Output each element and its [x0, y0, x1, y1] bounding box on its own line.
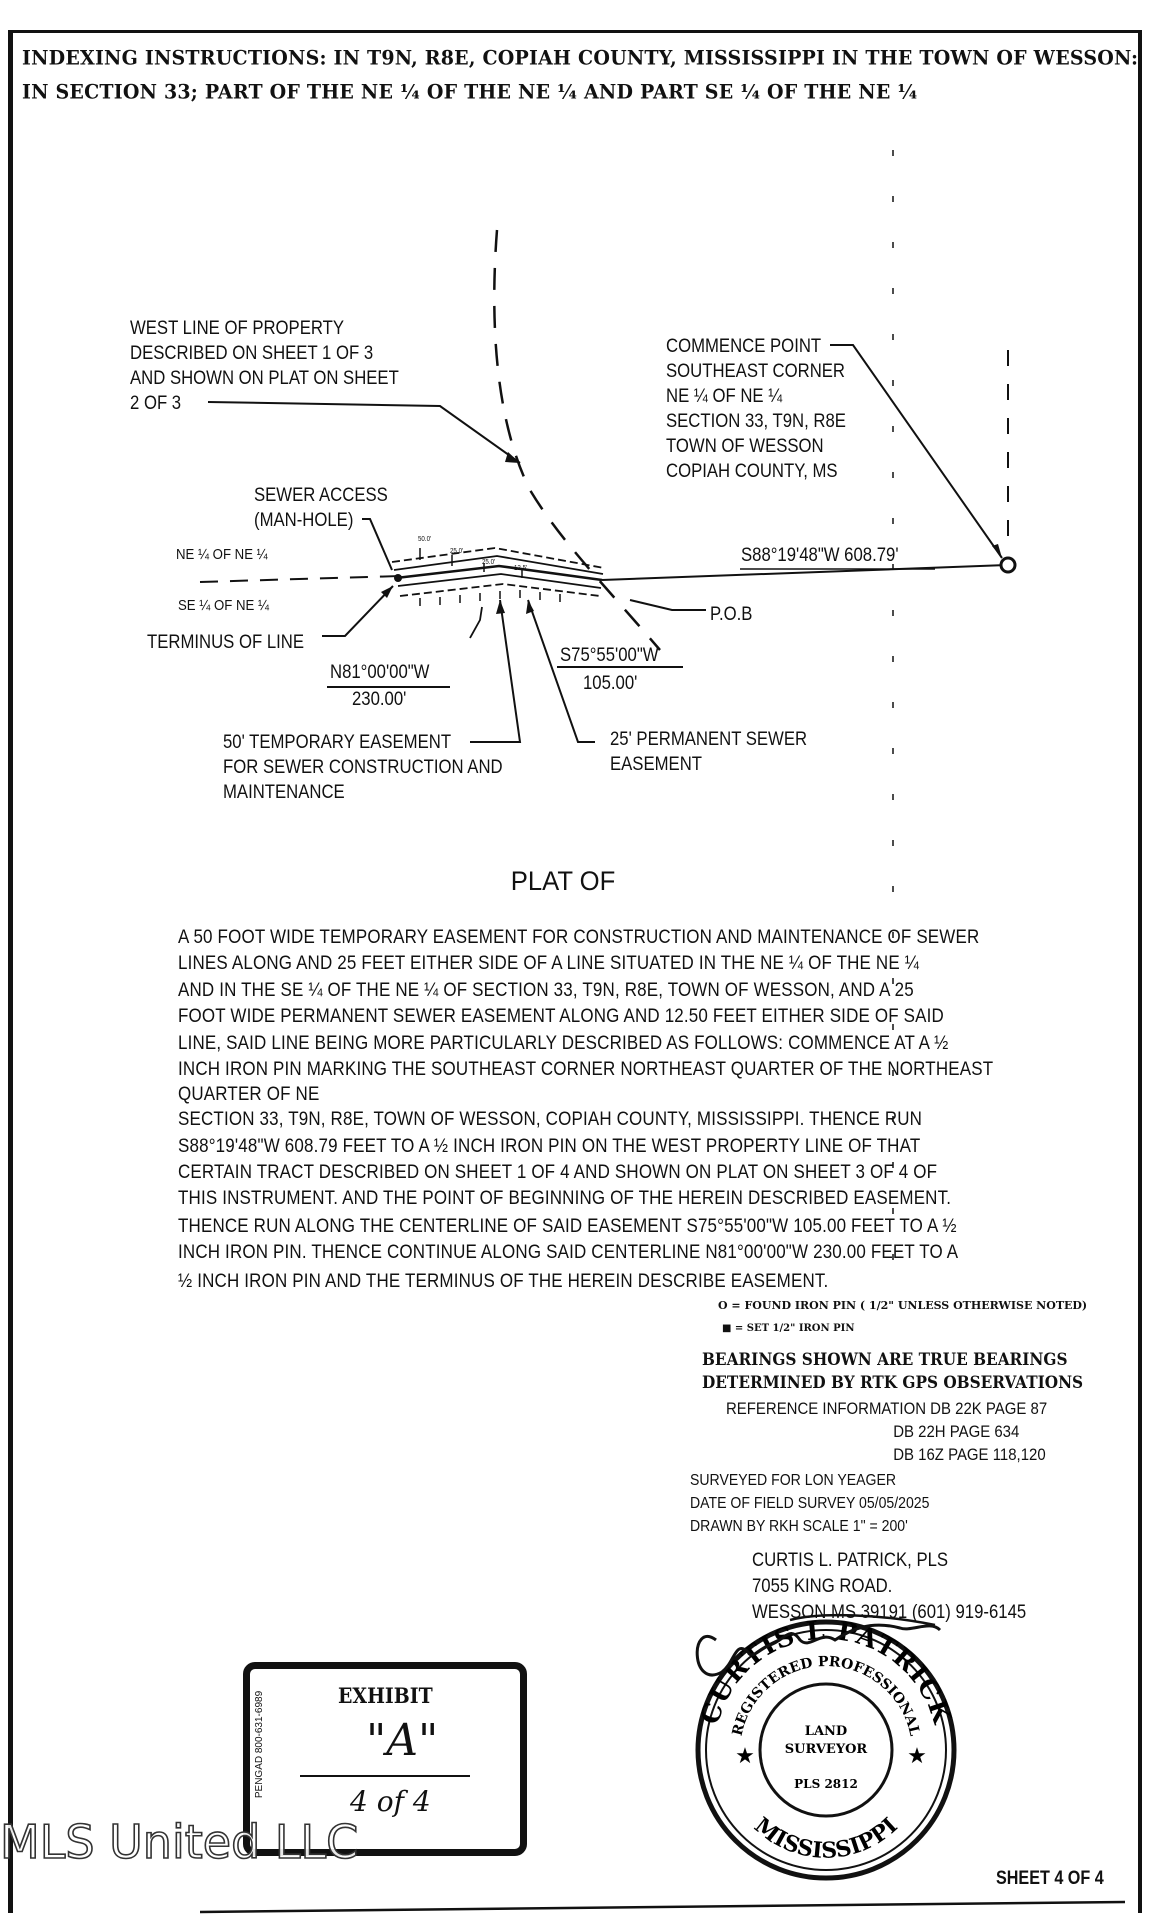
surveyor-info: CURTIS L. PATRICK, PLS 7055 KING ROAD. WESSON MS 39191 (601) 919-6145: [752, 1550, 1027, 1623]
seal-center-2: SURVEYOR: [784, 1742, 868, 1757]
seal-star-right-icon: ★: [907, 1743, 927, 1768]
seal-number: PLS 2812: [794, 1777, 858, 1791]
mls-watermark: MLS United LLC: [0, 1815, 359, 1869]
reference-info: REFERENCE INFORMATION DB 22K PAGE 87 DB 22H PAGE 634 DB 16Z PAGE 118,120: [726, 1399, 1048, 1464]
bearing-n81: N81°00'00"W: [330, 662, 430, 683]
commence-bearing: S88°19'48"W 608.79': [741, 545, 899, 566]
sewer-access-label: SEWER ACCESS (MAN-HOLE): [254, 485, 388, 531]
exhibit-divider: [300, 1775, 470, 1777]
seal-state: MISSISSIPPI: [749, 1812, 903, 1864]
exhibit-letter: "A": [366, 1715, 439, 1766]
distance-105: 105.00': [583, 673, 638, 694]
sheet-number: SHEET 4 OF 4: [996, 1868, 1104, 1889]
exhibit-side-text: PENGAD 800-631-6989: [254, 1690, 266, 1799]
exhibit-title: EXHIBIT: [338, 1683, 433, 1708]
ne-of-ne-label: NE ¼ OF NE ¼: [176, 546, 268, 563]
pob-label: P.O.B: [710, 604, 753, 625]
dim-25-b: 25.0': [482, 559, 496, 566]
seal-ring-text: REGISTERED PROFESSIONAL: [729, 1653, 923, 1738]
legend-found-pin: O = FOUND IRON PIN ( 1/2" UNLESS OTHERWISE NOTED): [718, 1299, 1088, 1312]
seal-star-left-icon: ★: [735, 1743, 755, 1768]
dim-12-5: 12.5': [514, 565, 528, 572]
survey-info: SURVEYED FOR LON YEAGER DATE OF FIELD SURVEY 05/05/2025 DRAWN BY RKH SCALE 1" = 200': [690, 1472, 930, 1535]
terminus-label: TERMINUS OF LINE: [147, 632, 304, 653]
indexing-instructions-line-1: INDEXING INSTRUCTIONS: IN T9N, R8E, COPIAH COUNTY, MISSISSIPPI IN THE TOWN OF WESSON:: [22, 46, 1139, 70]
legend-set-pin: ■ = SET 1/2" IRON PIN: [722, 1323, 855, 1334]
exhibit-page: 4 of 4: [350, 1785, 431, 1818]
dim-25-a: 25.0': [450, 548, 464, 555]
west-line-label: WEST LINE OF PROPERTY DESCRIBED ON SHEET 1 OF 3 AND SHOWN ON PLAT ON SHEET 2 OF 3: [130, 318, 399, 414]
permanent-easement-label: 25' PERMANENT SEWER EASEMENT: [610, 729, 808, 775]
seal-name: CURTIS L PATRICK: [695, 1615, 957, 1729]
bearing-s75: S75°55'00"W: [560, 645, 659, 666]
plat-title: PLAT OF: [510, 866, 616, 896]
bearings-note: BEARINGS SHOWN ARE TRUE BEARINGS DETERMINED BY RTK GPS OBSERVATIONS: [702, 1350, 1084, 1393]
se-of-ne-label: SE ¼ OF NE ¼: [178, 597, 269, 614]
dim-50: 50.0': [418, 536, 432, 543]
temporary-easement-label: 50' TEMPORARY EASEMENT FOR SEWER CONSTRUCTION AND MAINTENANCE: [223, 732, 503, 803]
commence-point-label: COMMENCE POINT SOUTHEAST CORNER NE ¼ OF NE ¼ SECTION 33, T9N, R8E TOWN OF WESSON COPIAH COUNTY, MS: [666, 336, 846, 482]
indexing-instructions-line-2: IN SECTION 33; PART OF THE NE ¼ OF THE NE ¼ AND PART SE ¼ OF THE NE ¼: [22, 80, 918, 104]
svg-text:CURTIS L PATRICK: [695, 1616, 957, 1729]
distance-230: 230.00': [352, 689, 407, 710]
seal-center-1: LAND: [804, 1724, 848, 1739]
